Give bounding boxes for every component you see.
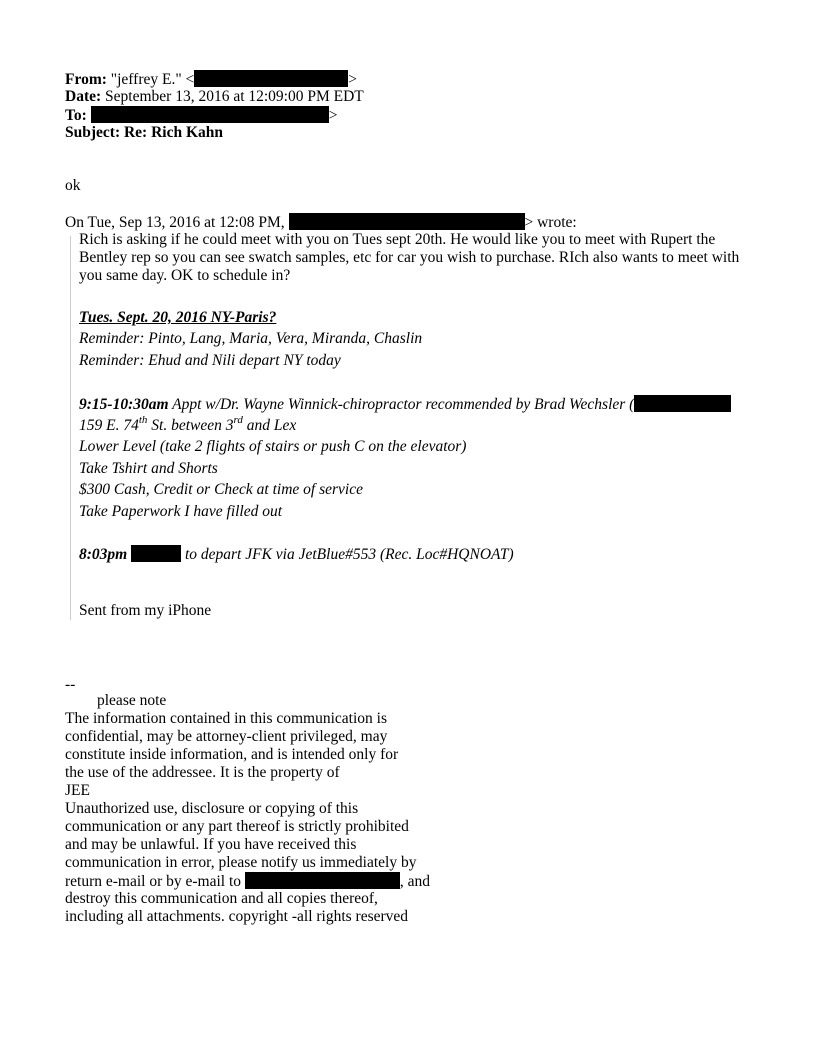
from-value: "jeffrey E." <	[110, 71, 195, 88]
disclaimer-line: confidential, may be attorney-client privileged, may	[65, 728, 388, 745]
date-value: September 13, 2016 at 12:09:00 PM EDT	[105, 88, 364, 105]
please-note: please note	[97, 692, 167, 709]
reply-text: ok	[65, 177, 81, 194]
from-label: From:	[65, 71, 107, 88]
subject-line	[65, 124, 223, 142]
disclaimer-line: the use of the addressee. It is the property of	[65, 764, 340, 781]
disclaimer-line: communication in error, please notify us immediately by	[65, 854, 417, 871]
redaction-block	[245, 872, 400, 889]
redaction-block	[91, 106, 329, 123]
appointment-text: Appt w/Dr. Wayne Winnick-chiropractor recommended by Brad Wechsler (	[172, 396, 635, 413]
sent-from: Sent from my iPhone	[79, 602, 212, 619]
address-part-1: 159 E. 74	[79, 417, 139, 434]
disclaimer-line: and may be unlawful. If you have received this	[65, 836, 357, 853]
redaction-block	[634, 395, 731, 412]
date-line	[65, 88, 364, 106]
appointment-time: 9:15-10:30am	[79, 396, 169, 413]
to-label: To:	[65, 107, 87, 124]
disclaimer-line: constitute inside information, and is intended only for	[65, 746, 399, 763]
email-line-suffix: , and	[399, 873, 431, 890]
disclaimer-line: destroy this communication and all copies thereof,	[65, 890, 378, 907]
quoted-intro	[65, 213, 577, 232]
date-label: Date:	[65, 88, 102, 105]
reminder-1: Reminder: Pinto, Lang, Maria, Vera, Miranda, Chaslin	[79, 330, 423, 347]
email-line-prefix: return e-mail or by e-mail to	[65, 873, 242, 890]
address-line	[79, 414, 297, 435]
reminder-2: Reminder: Ehud and Nili depart NY today	[79, 352, 341, 369]
detail-3: $300 Cash, Credit or Check at time of service	[79, 481, 363, 498]
to-line	[65, 106, 337, 125]
flight-time: 8:03pm	[79, 546, 128, 563]
address-sup-1: th	[138, 414, 148, 426]
address-sup-2: rd	[233, 414, 243, 426]
appointment-line	[79, 395, 731, 414]
subject-value: Re: Rich Kahn	[123, 124, 224, 141]
flight-line	[79, 545, 514, 564]
day-heading: Tues. Sept. 20, 2016 NY-Paris?	[79, 309, 277, 326]
detail-2: Take Tshirt and Shorts	[79, 460, 218, 477]
from-value-suffix: >	[348, 71, 358, 88]
disclaimer-email-line	[65, 872, 430, 891]
disclaimer-line: communication or any part thereof is strictly prohibited	[65, 818, 409, 835]
from-line	[65, 70, 357, 89]
detail-4: Take Paperwork I have filled out	[79, 503, 283, 520]
quoted-paragraph: Rich is asking if he could meet with you on Tues sept 20th. He would like you to meet with Rupert the Bentley rep so you can see swatch samples, etc for car you wish to purchase. RIch also wants to meet with you same day. OK to schedule in?	[79, 231, 740, 284]
redaction-block	[289, 213, 525, 230]
disclaimer-line: Unauthorized use, disclosure or copying of this	[65, 800, 359, 817]
disclaimer-line: The information contained in this communication is	[65, 710, 387, 727]
subject-label: Subject:	[65, 124, 121, 141]
detail-1: Lower Level (take 2 flights of stairs or push C on the elevator)	[79, 438, 467, 455]
flight-text: to depart JFK via JetBlue#553 (Rec. Loc#HQNOAT)	[184, 546, 514, 563]
address-part-2: St. between 3	[147, 417, 234, 434]
redaction-block	[131, 545, 181, 562]
disclaimer-line: JEE	[65, 782, 90, 799]
redaction-block	[194, 70, 348, 87]
quoted-intro-prefix: On Tue, Sep 13, 2016 at 12:08 PM,	[65, 214, 285, 231]
signature-separator: --	[65, 676, 76, 693]
quote-bar	[70, 236, 71, 620]
address-part-3: and Lex	[242, 417, 297, 434]
to-suffix: >	[328, 107, 338, 124]
disclaimer-line: including all attachments. copyright -all rights reserved	[65, 908, 409, 925]
quoted-intro-suffix: > wrote:	[524, 214, 577, 231]
